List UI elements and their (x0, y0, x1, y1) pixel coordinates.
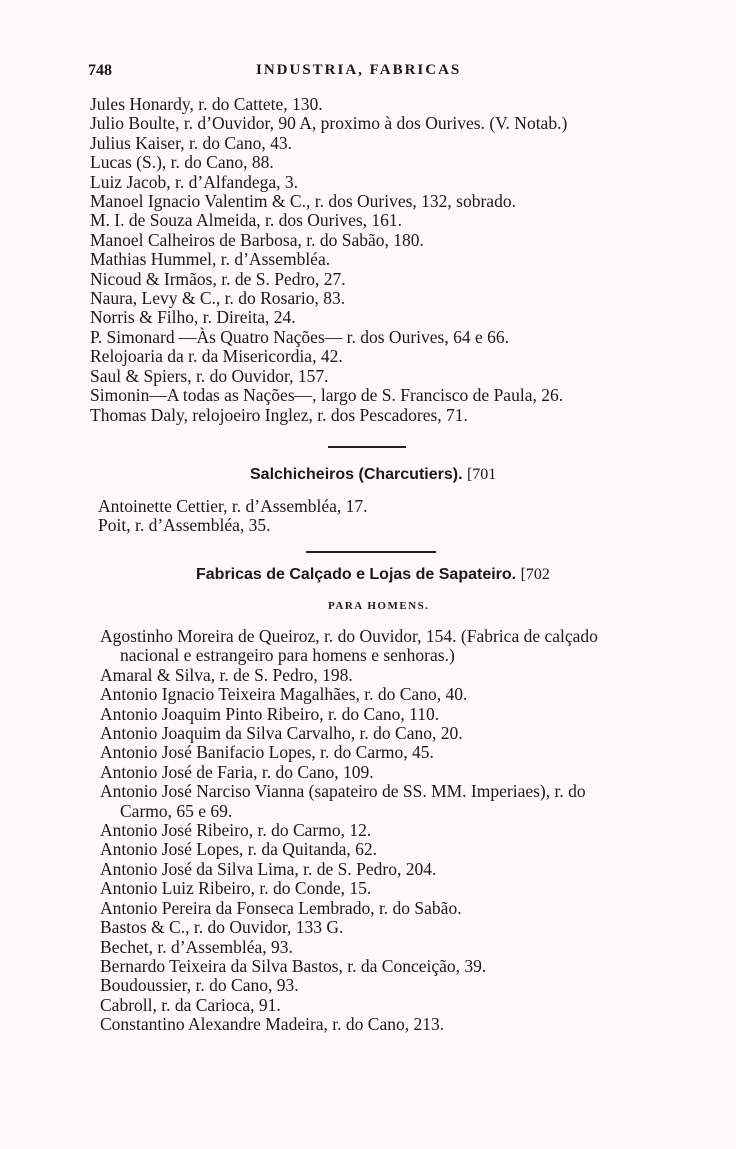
list-item: Luiz Jacob, r. d’Alfandega, 3. (90, 171, 298, 192)
list-item: Julius Kaiser, r. do Cano, 43. (90, 132, 292, 153)
list-item: Constantino Alexandre Madeira, r. do Cano, 213. (100, 1014, 445, 1035)
list-item: Jules Honardy, r. do Cattete, 130. (90, 94, 323, 114)
list-item: Antonio Pereira da Fonseca Lembrado, r. do Sabão. (100, 897, 462, 918)
list-item: Saul & Spiers, r. do Ouvidor, 157. (90, 365, 329, 386)
list-item: Antonio Ignacio Teixeira Magalhães, r. do Cano, 40. (100, 684, 468, 705)
list-item: Cabroll, r. da Carioca, 91. (100, 994, 281, 1015)
list-item: Antonio José de Faria, r. do Cano, 109. (100, 761, 374, 782)
list-item: Manoel Ignacio Valentim & C., r. dos Ourives, 132, sobrado. (90, 191, 516, 212)
list-item: Mathias Hummel, r. d’Assembléa. (90, 249, 331, 270)
section-salchicheiros-list (98, 497, 736, 536)
running-title: INDUSTRIA, FABRICAS (256, 62, 462, 78)
list-item: Nicoud & Irmãos, r. de S. Pedro, 27. (90, 268, 346, 289)
list-item: Naura, Levy & C., r. do Rosario, 83. (90, 288, 346, 309)
subheading-para-homens: PARA HOMENS. (328, 600, 430, 612)
list-item-continuation: Carmo, 65 e 69. (120, 800, 233, 821)
list-item: Amaral & Silva, r. de S. Pedro, 198. (100, 664, 353, 685)
list-item: Simonin—A todas as Nações—, largo de S. Francisco de Paula, 26. (90, 385, 564, 406)
list-item: Antonio Joaquim Pinto Ribeiro, r. do Cano, 110. (100, 703, 440, 724)
list-item: Thomas Daly, relojoeiro Inglez, r. dos Pescadores, 71. (90, 404, 468, 425)
list-item: Antonio José Lopes, r. da Quitanda, 62. (100, 839, 378, 860)
list-item: Bernardo Teixeira da Silva Bastos, r. da Conceição, 39. (100, 955, 487, 976)
list-item: Lucas (S.), r. do Cano, 88. (90, 152, 274, 173)
list-item: Bechet, r. d’Assembléa, 93. (100, 936, 293, 957)
list-item: Manoel Calheiros de Barbosa, r. do Sabão, 180. (90, 229, 424, 250)
list-item: Agostinho Moreira de Queiroz, r. do Ouvidor, 154. (Fabrica de calçado (100, 626, 598, 646)
section-number: [702 (520, 566, 550, 583)
list-item: M. I. de Souza Almeida, r. dos Ourives, 161. (90, 210, 403, 231)
list-item: P. Simonard —Às Quatro Nações— r. dos Ourives, 64 e 66. (90, 326, 509, 347)
section-title-text: Fabricas de Calçado e Lojas de Sapateiro. (196, 566, 517, 583)
section-title-salchicheiros (250, 466, 496, 484)
section-title-calcado (196, 566, 550, 584)
list-item: Poit, r. d’Assembléa, 35. (98, 515, 271, 536)
section-divider (306, 551, 436, 553)
page-number: 748 (88, 62, 112, 79)
list-item: Antoinette Cettier, r. d’Assembléa, 17. (98, 496, 368, 516)
list-item: Boudoussier, r. do Cano, 93. (100, 975, 299, 996)
section-divider (328, 446, 406, 448)
list-item: Norris & Filho, r. Direita, 24. (90, 307, 296, 328)
list-item: Antonio José da Silva Lima, r. de S. Pedro, 204. (100, 858, 437, 879)
section-calcado-list (100, 627, 736, 1035)
list-item: Antonio José Narciso Vianna (sapateiro de SS. MM. Imperiaes), r. do (100, 781, 586, 802)
list-item-continuation: nacional e estrangeiro para homens e senhoras.) (120, 645, 455, 666)
page-header (88, 62, 688, 84)
section-watchmakers-list (90, 95, 736, 425)
section-title-text: Salchicheiros (Charcutiers). (250, 466, 463, 483)
list-item: Antonio Luiz Ribeiro, r. do Conde, 15. (100, 878, 372, 899)
list-item: Julio Boulte, r. d’Ouvidor, 90 A, proximo à dos Ourives. (V. Notab.) (90, 113, 568, 134)
list-item: Antonio Joaquim da Silva Carvalho, r. do Cano, 20. (100, 723, 463, 744)
list-item: Antonio José Ribeiro, r. do Carmo, 12. (100, 820, 372, 841)
section-number: [701 (466, 466, 497, 483)
list-item: Antonio José Banifacio Lopes, r. do Carmo, 45. (100, 742, 434, 763)
list-item: Relojoaria da r. da Misericordia, 42. (90, 346, 343, 367)
list-item: Bastos & C., r. do Ouvidor, 133 G. (100, 917, 344, 938)
